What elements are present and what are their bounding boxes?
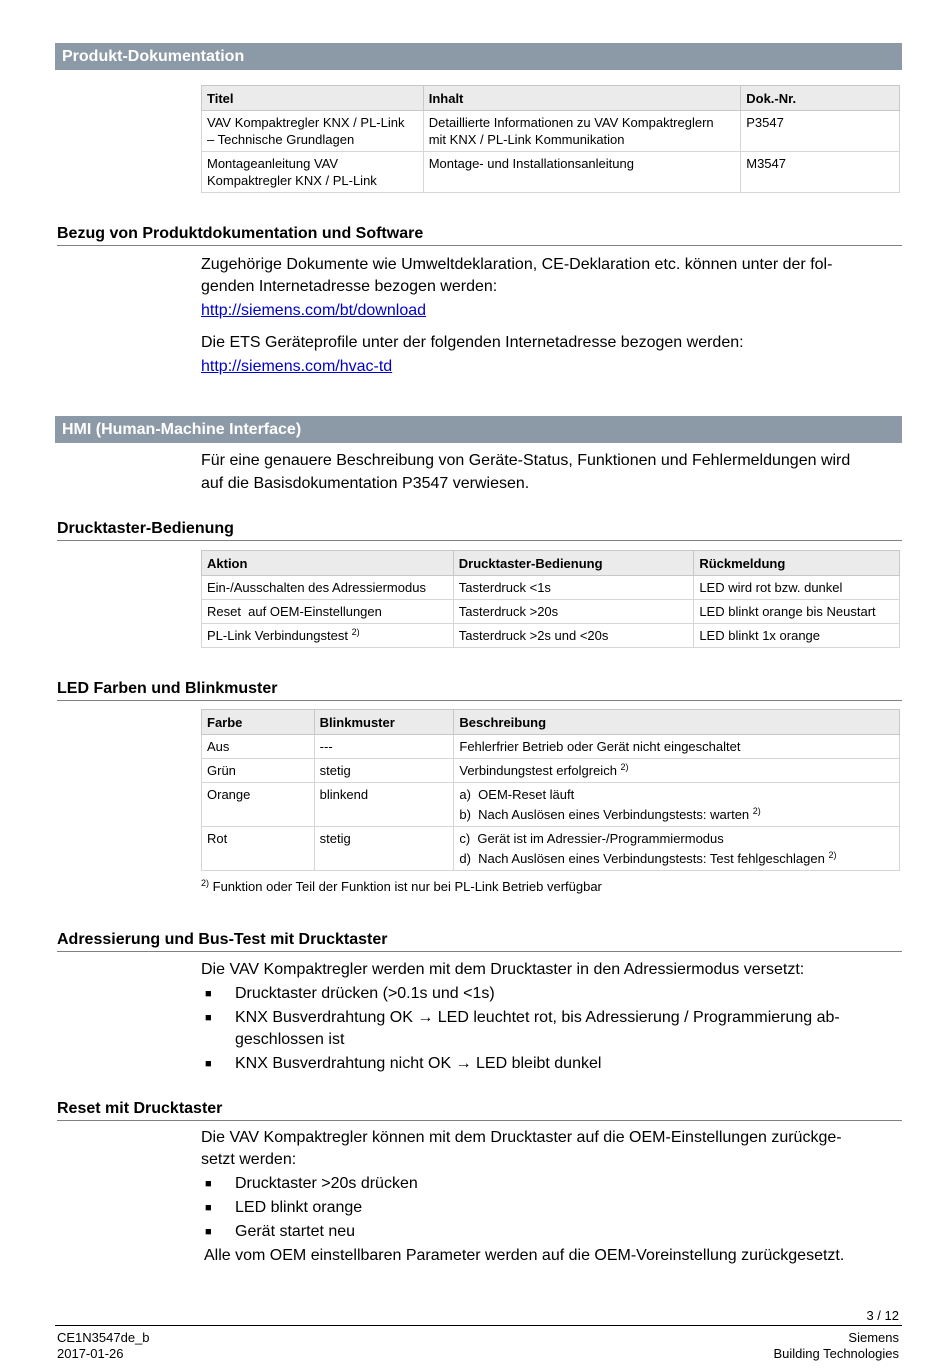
cell-line: a) OEM-Reset läuft <box>459 787 575 802</box>
hvac-td-link[interactable]: http://siemens.com/hvac-td <box>201 358 393 375</box>
section-bar-hmi: HMI (Human-Machine Interface) <box>55 416 902 443</box>
table-cell: stetig <box>314 827 454 871</box>
section-heading-reset: Reset mit Drucktaster <box>57 1099 902 1121</box>
table-cell: Orange <box>202 783 315 827</box>
footnote-marker: 2) <box>620 762 629 772</box>
text-line: Die VAV Kompaktregler können mit dem Drucktaster auf die OEM-Einstellungen zurückge- <box>201 1129 842 1146</box>
table-cell: Fehlerfrier Betrieb oder Gerät nicht eingeschaltet <box>454 735 900 759</box>
table-row <box>202 759 900 783</box>
square-bullet-icon: ■ <box>205 1178 212 1190</box>
table-cell <box>202 624 454 648</box>
column-header: Drucktaster-Bedienung <box>453 551 694 576</box>
text-line: auf die Basisdokumentation P3547 verwiesen. <box>201 475 530 492</box>
list-item-text: KNX Busverdrahtung OK <box>235 1009 413 1026</box>
arrow-right-icon: → <box>455 1055 472 1072</box>
table-row <box>202 624 900 648</box>
square-bullet-icon: ■ <box>205 1226 212 1238</box>
download-link[interactable]: http://siemens.com/bt/download <box>201 302 427 319</box>
reset-text <box>201 1127 901 1267</box>
footer-divider <box>55 1325 902 1326</box>
table-cell: --- <box>314 735 454 759</box>
list-item <box>201 1173 901 1195</box>
table-row <box>202 111 900 152</box>
list-item <box>201 983 891 1005</box>
table-row <box>202 152 900 193</box>
square-bullet-icon: ■ <box>205 1012 212 1024</box>
column-header: Rückmeldung <box>694 551 900 576</box>
text-line: Die ETS Geräteprofile unter der folgenden Internetadresse bezogen werden: <box>201 334 744 351</box>
led-table <box>201 709 900 871</box>
section-heading-adressierung: Adressierung und Bus-Test mit Drucktaster <box>57 930 902 952</box>
footnote-marker: 2) <box>201 878 210 888</box>
footnote-marker: 2) <box>351 627 360 637</box>
table-cell: stetig <box>314 759 454 783</box>
table-row <box>202 576 900 600</box>
bezug-text <box>201 254 891 378</box>
adressierung-list <box>201 983 891 1075</box>
cell-text: Verbindungstest erfolgreich <box>459 763 617 778</box>
table-cell <box>454 827 900 871</box>
cell-line <box>459 806 894 823</box>
table-cell: Aus <box>202 735 315 759</box>
table-header-row <box>202 86 900 111</box>
text-line: genden Internetadresse bezogen werden: <box>201 278 498 295</box>
table-cell: VAV Kompaktregler KNX / PL-Link – Technische Grundlagen <box>202 111 424 152</box>
table-cell: Ein-/Ausschalten des Adressiermodus <box>202 576 454 600</box>
column-header: Blinkmuster <box>314 710 454 735</box>
division-name: Building Technologies <box>773 1346 899 1361</box>
page-number: 3 / 12 <box>866 1308 899 1323</box>
footnote-marker: 2) <box>752 806 761 816</box>
list-item-text: KNX Busverdrahtung nicht OK <box>235 1055 452 1072</box>
cell-line: c) Gerät ist im Adressier-/Programmiermodus <box>459 831 724 846</box>
list-item-text: geschlossen ist <box>235 1031 345 1048</box>
column-header: Farbe <box>202 710 315 735</box>
table-cell <box>454 783 900 827</box>
table-row <box>202 783 900 827</box>
section-bar-produkt-dokumentation: Produkt-Dokumentation <box>55 43 902 70</box>
section-heading-drucktaster: Drucktaster-Bedienung <box>57 519 902 541</box>
footnote <box>201 879 602 894</box>
footnote-marker: 2) <box>828 850 837 860</box>
reset-list <box>201 1173 901 1243</box>
table-cell: Montageanleitung VAV Kompaktregler KNX / PL-Link <box>202 152 424 193</box>
drucktaster-table <box>201 550 900 648</box>
doc-id: CE1N3547de_b <box>57 1330 150 1345</box>
list-item-text: Gerät startet neu <box>235 1223 356 1240</box>
cell-line <box>459 850 894 867</box>
table-cell: Tasterdruck >20s <box>453 600 694 624</box>
footnote-text: Funktion oder Teil der Funktion ist nur bei PL-Link Betrieb verfügbar <box>212 879 602 894</box>
cell-text: PL-Link Verbindungstest <box>207 628 348 643</box>
doc-date: 2017-01-26 <box>57 1346 124 1361</box>
list-item <box>201 1197 901 1219</box>
table-row <box>202 827 900 871</box>
section-heading-led: LED Farben und Blinkmuster <box>57 679 902 701</box>
table-cell: M3547 <box>741 152 900 193</box>
table-cell: Montage- und Installationsanleitung <box>423 152 741 193</box>
column-header: Dok.-Nr. <box>741 86 900 111</box>
table-cell: LED wird rot bzw. dunkel <box>694 576 900 600</box>
text-line: Die VAV Kompaktregler werden mit dem Drucktaster in den Adressiermodus versetzt: <box>201 961 805 978</box>
list-item-text: LED blinkt orange <box>235 1199 363 1216</box>
text-line: Alle vom OEM einstellbaren Parameter werden auf die OEM-Voreinstellung zurückgesetzt. <box>204 1247 845 1264</box>
cell-text: d) Nach Auslösen eines Verbindungstests: Test fehlgeschlagen <box>459 851 825 866</box>
table-cell: Detaillierte Informationen zu VAV Kompaktreglern mit KNX / PL-Link Kommunikation <box>423 111 741 152</box>
doc-table <box>201 85 900 193</box>
list-item-text: Drucktaster >20s drücken <box>235 1175 418 1192</box>
section-heading-bezug: Bezug von Produktdokumentation und Software <box>57 224 902 246</box>
table-cell: P3547 <box>741 111 900 152</box>
list-item-text: Drucktaster drücken (>0.1s und <1s) <box>235 985 495 1002</box>
column-header: Titel <box>202 86 424 111</box>
company-name: Siemens <box>848 1330 899 1345</box>
arrow-right-icon: → <box>417 1009 434 1026</box>
table-cell: Rot <box>202 827 315 871</box>
table-row <box>202 600 900 624</box>
table-cell <box>454 759 900 783</box>
cell-text: b) Nach Auslösen eines Verbindungstests: warten <box>459 807 750 822</box>
table-cell: LED blinkt orange bis Neustart <box>694 600 900 624</box>
list-item-text: LED leuchtet rot, bis Adressierung / Programmierung ab- <box>437 1009 840 1026</box>
list-item <box>201 1053 891 1075</box>
column-header: Beschreibung <box>454 710 900 735</box>
square-bullet-icon: ■ <box>205 1202 212 1214</box>
square-bullet-icon: ■ <box>205 988 212 1000</box>
list-item-text: LED bleibt dunkel <box>476 1055 602 1072</box>
table-cell: Tasterdruck <1s <box>453 576 694 600</box>
square-bullet-icon: ■ <box>205 1058 212 1070</box>
table-cell: Grün <box>202 759 315 783</box>
text-line: setzt werden: <box>201 1151 297 1168</box>
adressierung-text <box>201 959 891 1077</box>
column-header: Aktion <box>202 551 454 576</box>
hmi-text <box>201 450 891 495</box>
table-row <box>202 735 900 759</box>
table-header-row <box>202 710 900 735</box>
column-header: Inhalt <box>423 86 741 111</box>
text-line: Zugehörige Dokumente wie Umweltdeklaration, CE-Deklaration etc. können unter der fol- <box>201 256 833 273</box>
table-cell: LED blinkt 1x orange <box>694 624 900 648</box>
table-header-row <box>202 551 900 576</box>
list-item <box>201 1221 901 1243</box>
table-cell: Reset auf OEM-Einstellungen <box>202 600 454 624</box>
list-item <box>201 1007 891 1051</box>
table-cell: Tasterdruck >2s und <20s <box>453 624 694 648</box>
text-line: Für eine genauere Beschreibung von Geräte-Status, Funktionen und Fehlermeldungen wird <box>201 452 851 469</box>
table-cell: blinkend <box>314 783 454 827</box>
